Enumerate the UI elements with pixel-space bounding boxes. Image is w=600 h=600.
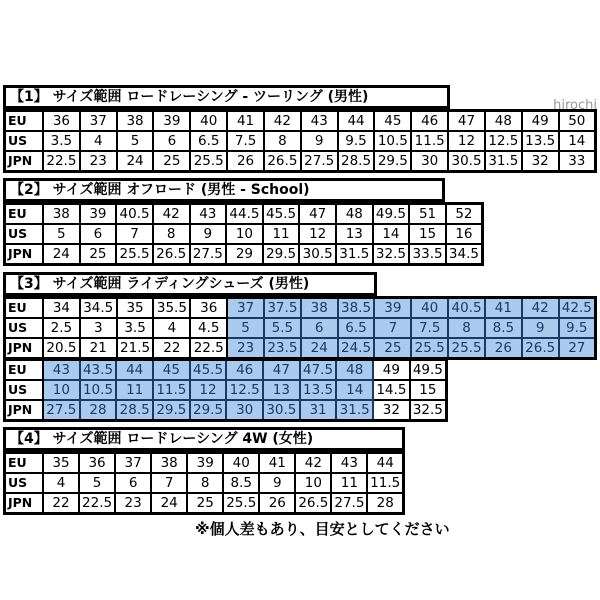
size-cell: 49 [522,111,559,132]
size-cell: 31.5 [336,244,373,265]
size-cell: 50 [559,111,596,132]
size-cell: 49 [373,360,410,381]
size-cell: 8.5 [485,318,522,338]
size-cell: 34.5 [80,298,117,319]
size-cell: 31.5 [485,151,522,172]
size-cell: 26.5 [264,151,301,172]
size-cell: 11.5 [411,131,448,151]
size-cell: 9 [259,473,295,493]
size-cell: 45 [153,360,190,381]
table-row [5,400,447,421]
size-cell: 7 [151,473,187,493]
size-cell: 36 [190,298,227,319]
size-cell: 38 [151,453,187,474]
size-cell: 49.5 [410,360,447,381]
size-cell: 38 [117,111,154,132]
size-cell: 21.5 [117,338,154,359]
size-cell: 26.5 [295,493,331,514]
size-cell: 47 [448,111,485,132]
size-cell: 26.5 [522,338,559,359]
size-cell: 22.5 [79,493,115,514]
size-table-2-title: 【2】 サイズ範囲 オフロード (男性 - School) [3,178,445,202]
size-cell: 24 [301,338,338,359]
size-cell: 48 [336,360,373,381]
size-table-4-title: 【4】 サイズ範囲 ロードレーシング 4W (女性) [3,427,405,451]
size-cell: 25 [374,338,411,359]
size-cell: 31 [300,400,337,421]
size-cell: 45.5 [263,204,300,225]
size-cell: 24 [151,493,187,514]
table-row [5,298,596,319]
size-cell: 5 [79,473,115,493]
size-cell: 42 [295,453,331,474]
size-cell: 4 [80,131,117,151]
size-cell: 49.5 [373,204,410,225]
size-cell: 29.5 [153,400,190,421]
size-cell: 33.5 [409,244,446,265]
size-cell: 12.5 [226,380,263,400]
size-grid-3-2 [3,358,448,422]
size-cell: 4.5 [190,318,227,338]
size-cell: 43 [43,360,80,381]
size-cell: 44 [338,111,375,132]
size-table-3 [3,272,600,422]
row-label-jpn: JPN [5,400,44,421]
size-cell: 27.5 [331,493,367,514]
size-cell: 14 [559,131,596,151]
size-cell: 11.5 [153,380,190,400]
size-cell: 27.5 [43,400,80,421]
size-cell: 31.5 [336,400,373,421]
size-cell: 13.5 [522,131,559,151]
size-cell: 37 [80,111,117,132]
size-tables-container [3,85,600,515]
size-cell: 42.5 [559,298,596,319]
row-label-us: US [5,380,44,400]
size-cell: 8.5 [223,473,259,493]
size-cell: 40 [411,298,448,319]
table-row [5,244,483,265]
size-cell: 9 [301,131,338,151]
size-table-4 [3,427,600,515]
size-cell: 40 [190,111,227,132]
size-cell: 40 [223,453,259,474]
row-label-us: US [5,224,44,244]
size-cell: 10 [43,380,80,400]
size-cell: 32 [522,151,559,172]
size-cell: 12 [448,131,485,151]
size-cell: 44 [367,453,403,474]
size-cell: 14 [373,224,410,244]
size-cell: 29.5 [374,151,411,172]
size-cell: 8 [264,131,301,151]
size-cell: 10.5 [374,131,411,151]
size-cell: 35 [43,453,79,474]
size-cell: 12 [190,380,227,400]
size-cell: 15 [410,380,447,400]
table-row [5,360,447,381]
size-cell: 2.5 [43,318,80,338]
table-row [5,318,596,338]
size-cell: 5.5 [264,318,301,338]
size-cell: 4 [153,318,190,338]
size-cell: 7.5 [227,131,264,151]
size-cell: 10.5 [80,380,117,400]
size-cell: 8 [448,318,485,338]
row-label-eu: EU [5,360,44,381]
size-table-2 [3,178,600,266]
size-cell: 30 [411,151,448,172]
table-row [5,493,404,514]
size-cell: 32.5 [373,244,410,265]
size-cell: 43 [301,111,338,132]
table-row [5,204,483,225]
size-cell: 38 [43,204,80,225]
size-cell: 25 [80,244,117,265]
size-cell: 7.5 [411,318,448,338]
size-cell: 30.5 [448,151,485,172]
size-cell: 28 [80,400,117,421]
size-cell: 13.5 [300,380,337,400]
size-cell: 37.5 [264,298,301,319]
size-cell: 47 [263,360,300,381]
size-cell: 27.5 [301,151,338,172]
size-cell: 23.5 [264,338,301,359]
size-cell: 3 [80,318,117,338]
size-cell: 28.5 [116,400,153,421]
size-cell: 11 [116,380,153,400]
size-cell: 29.5 [263,244,300,265]
size-cell: 36 [43,111,80,132]
size-cell: 25.5 [223,493,259,514]
size-grid-2-1 [3,202,484,266]
size-cell: 5 [117,131,154,151]
size-cell: 28 [367,493,403,514]
row-label-eu: EU [5,204,44,225]
footnote: ※個人差もあり、目安としてください [195,520,450,538]
size-cell: 41 [485,298,522,319]
size-cell: 3.5 [43,131,80,151]
size-cell: 6.5 [190,131,227,151]
size-cell: 23 [80,151,117,172]
size-cell: 43 [331,453,367,474]
size-cell: 29.5 [190,400,227,421]
size-cell: 6 [153,131,190,151]
size-cell: 12 [299,224,336,244]
size-cell: 44 [116,360,153,381]
size-cell: 7 [374,318,411,338]
size-cell: 29 [226,244,263,265]
size-cell: 43.5 [80,360,117,381]
size-cell: 10 [226,224,263,244]
size-cell: 48 [336,204,373,225]
row-label-jpn: JPN [5,151,44,172]
table-row [5,111,596,132]
size-cell: 16 [446,224,483,244]
size-cell: 47 [299,204,336,225]
size-cell: 20.5 [43,338,80,359]
size-cell: 32 [373,400,410,421]
size-cell: 39 [153,111,190,132]
size-cell: 27 [559,338,596,359]
size-table-3-title: 【3】 サイズ範囲 ライディングシューズ (男性) [3,272,377,296]
size-cell: 40.5 [448,298,485,319]
row-label-us: US [5,473,44,493]
size-cell: 4 [43,473,79,493]
size-cell: 51 [409,204,446,225]
size-cell: 25 [153,151,190,172]
size-cell: 39 [187,453,223,474]
size-cell: 25.5 [190,151,227,172]
row-label-jpn: JPN [5,493,44,514]
row-label-eu: EU [5,453,44,474]
size-cell: 52 [446,204,483,225]
size-cell: 26 [227,151,264,172]
size-cell: 41 [227,111,264,132]
size-cell: 39 [374,298,411,319]
size-cell: 26 [485,338,522,359]
size-cell: 22.5 [190,338,227,359]
row-label-us: US [5,131,44,151]
size-cell: 42 [153,204,190,225]
size-cell: 10 [295,473,331,493]
size-cell: 23 [227,338,264,359]
size-cell: 30.5 [263,400,300,421]
table-row [5,151,596,172]
size-grid-3-1 [3,296,597,360]
size-cell: 8 [153,224,190,244]
size-grid-1-1 [3,109,597,173]
size-cell: 33 [559,151,596,172]
size-cell: 38 [301,298,338,319]
size-cell: 34 [43,298,80,319]
size-cell: 24.5 [338,338,375,359]
size-cell: 35 [117,298,154,319]
size-cell: 11 [263,224,300,244]
row-label-eu: EU [5,111,44,132]
size-cell: 26 [259,493,295,514]
table-row [5,380,447,400]
size-cell: 9.5 [338,131,375,151]
size-cell: 9.5 [559,318,596,338]
size-cell: 47.5 [300,360,337,381]
size-cell: 42 [522,298,559,319]
size-cell: 5 [43,224,80,244]
size-grid-4-1 [3,451,405,515]
size-cell: 46 [411,111,448,132]
watermark-text: hirochi [553,98,597,113]
size-cell: 42 [264,111,301,132]
table-row [5,453,404,474]
size-cell: 7 [116,224,153,244]
size-table-1-title: 【1】 サイズ範囲 ロードレーシング - ツーリング (男性) [3,85,450,109]
size-cell: 13 [336,224,373,244]
size-cell: 6 [301,318,338,338]
size-cell: 37 [227,298,264,319]
size-cell: 25.5 [116,244,153,265]
size-cell: 38.5 [338,298,375,319]
table-row [5,473,404,493]
size-cell: 44.5 [226,204,263,225]
size-cell: 3.5 [117,318,154,338]
size-cell: 43 [190,204,227,225]
size-cell: 9 [522,318,559,338]
table-row [5,338,596,359]
row-label-eu: EU [5,298,44,319]
size-cell: 14 [336,380,373,400]
size-cell: 27.5 [190,244,227,265]
size-cell: 30.5 [299,244,336,265]
size-cell: 48 [485,111,522,132]
size-cell: 26.5 [153,244,190,265]
size-cell: 36 [79,453,115,474]
size-cell: 41 [259,453,295,474]
size-cell: 6 [80,224,117,244]
table-row [5,224,483,244]
row-label-jpn: JPN [5,338,44,359]
size-cell: 24 [117,151,154,172]
size-cell: 22.5 [43,151,80,172]
size-cell: 22 [43,493,79,514]
size-cell: 5 [227,318,264,338]
size-cell: 37 [115,453,151,474]
size-cell: 28.5 [338,151,375,172]
size-cell: 24 [43,244,80,265]
size-cell: 23 [115,493,151,514]
size-cell: 6.5 [338,318,375,338]
size-cell: 46 [226,360,263,381]
size-cell: 39 [80,204,117,225]
row-label-us: US [5,318,44,338]
size-cell: 8 [187,473,223,493]
size-cell: 11.5 [367,473,403,493]
size-cell: 32.5 [410,400,447,421]
size-cell: 25 [187,493,223,514]
size-table-1 [3,85,600,173]
size-cell: 15 [409,224,446,244]
size-cell: 6 [115,473,151,493]
size-cell: 34.5 [446,244,483,265]
size-cell: 25.5 [448,338,485,359]
size-cell: 14.5 [373,380,410,400]
size-cell: 30 [226,400,263,421]
size-cell: 45.5 [190,360,227,381]
size-cell: 25.5 [411,338,448,359]
size-cell: 11 [331,473,367,493]
size-cell: 21 [80,338,117,359]
size-cell: 12.5 [485,131,522,151]
size-cell: 9 [190,224,227,244]
size-cell: 40.5 [116,204,153,225]
size-cell: 22 [153,338,190,359]
size-cell: 35.5 [153,298,190,319]
row-label-jpn: JPN [5,244,44,265]
size-cell: 45 [374,111,411,132]
table-row [5,131,596,151]
size-cell: 13 [263,380,300,400]
